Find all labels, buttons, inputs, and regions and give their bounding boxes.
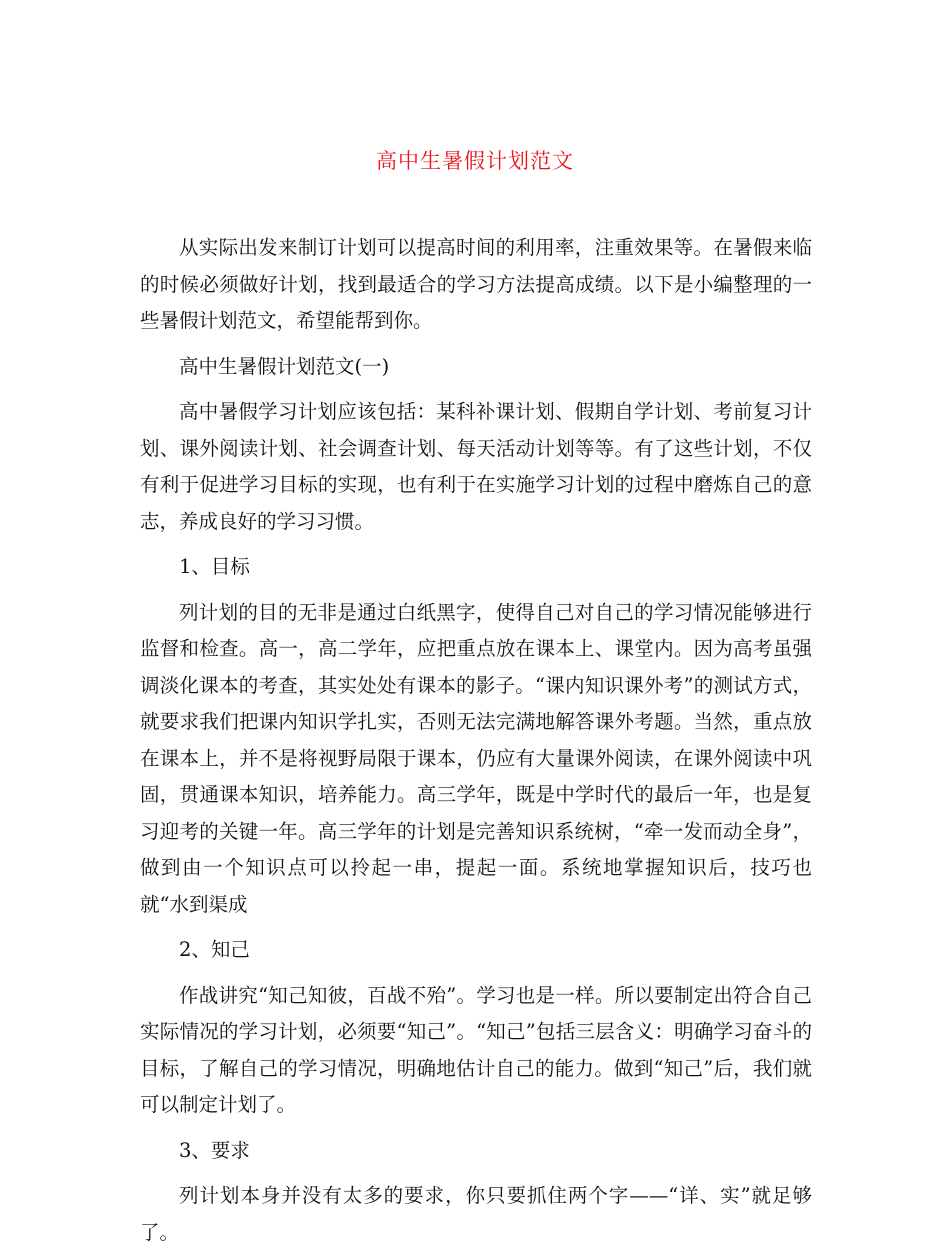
- section-title: 高中生暑假计划范文(一): [179, 354, 390, 378]
- item3-paragraph: 列计划本身并没有太多的要求，你只要抓住两个字——“详、实”就足够了。: [140, 1184, 812, 1244]
- section-intro-paragraph: 高中暑假学习计划应该包括：某科补课计划、假期自学计划、考前复习计划、课外阅读计划、社会调查计划、每天活动计划等等。有了这些计划，不仅有利于促进学习目标的实现，也有利于在实施学习计划的过程中磨炼自己的意志，养成良好的学习习惯。: [140, 400, 812, 533]
- item1-heading: 1、目标: [179, 555, 250, 578]
- item2-heading: 2、知己: [179, 938, 250, 961]
- item1-paragraph: 列计划的目的无非是通过白纸黑字，使得自己对自己的学习情况能够进行监督和检查。高一，高二学年，应把重点放在课本上、课堂内。因为高考虽强调淡化课本的考查，其实处处有课本的影子。“课内知识课外考”的测试方式，就要求我们把课内知识学扎实，否则无法完满地解答课外考题。当然，重点放在课本上，并不是将视野局限于课本，仍应有大量课外阅读，在课外阅读中巩固，贯通课本知识，培养能力。高三学年，既是中学时代的最后一年，也是复习迎考的关键一年。高三学年的计划是完善知识系统树，“牵一发而动全身”，做到由一个知识点可以拎起一串，提起一面。系统地掌握知识后，技巧也就“水到渠成: [140, 600, 812, 916]
- item2-paragraph: 作战讲究“知己知彼，百战不殆”。学习也是一样。所以要制定出符合自己实际情况的学习计划，必须要“知己”。“知己”包括三层含义：明确学习奋斗的目标，了解自己的学习情况，明确地估计自己的能力。做到“知己”后，我们就可以制定计划了。: [140, 983, 812, 1116]
- document-title: 高中生暑假计划范文: [376, 149, 574, 173]
- item3-heading: 3、要求: [179, 1138, 250, 1162]
- intro-paragraph: 从实际出发来制订计划可以提高时间的利用率，注重效果等。在暑假来临的时候必须做好计划，找到最适合的学习方法提高成绩。以下是小编整理的一些暑假计划范文，希望能帮到你。: [140, 236, 812, 332]
- document-body: [140, 230, 812, 1260]
